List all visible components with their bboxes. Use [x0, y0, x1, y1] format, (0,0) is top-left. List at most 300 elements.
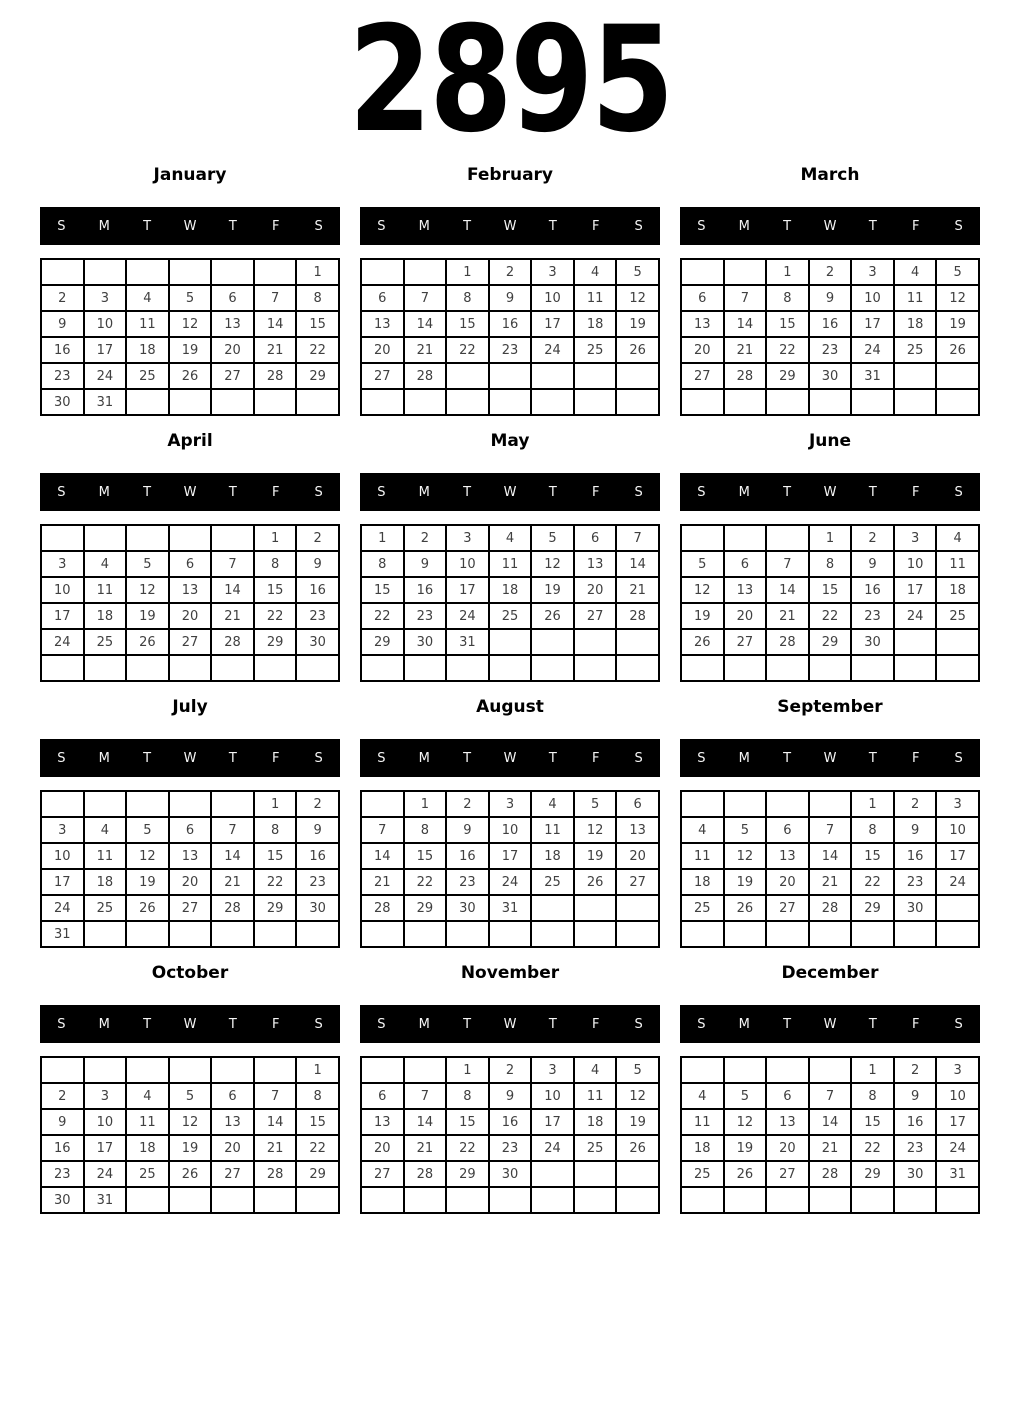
month-title: March	[800, 165, 860, 185]
empty-cell	[84, 655, 127, 681]
week-row	[361, 603, 659, 629]
month-title: September	[777, 697, 883, 717]
date-cell: 20	[616, 843, 659, 869]
date-cell: 13	[211, 1109, 254, 1135]
empty-cell	[936, 655, 979, 681]
date-cell: 24	[851, 337, 894, 363]
date-cell: 31	[851, 363, 894, 389]
month-title: January	[153, 165, 227, 185]
empty-cell	[84, 921, 127, 947]
date-cell: 20	[169, 603, 212, 629]
date-cell: 22	[851, 869, 894, 895]
date-cell: 6	[211, 285, 254, 311]
weekday-header-cell: S	[377, 750, 386, 766]
week-row	[361, 1057, 659, 1083]
date-cell: 12	[616, 1083, 659, 1109]
date-cell: 18	[489, 577, 532, 603]
weekday-header-cell: F	[911, 1016, 920, 1032]
weekday-header-cell: F	[271, 750, 280, 766]
date-cell: 23	[296, 869, 339, 895]
weekday-header-cell: T	[228, 750, 237, 766]
date-cell: 30	[296, 629, 339, 655]
date-cell: 14	[211, 843, 254, 869]
date-grid	[40, 790, 340, 948]
date-cell: 29	[296, 363, 339, 389]
date-cell: 19	[724, 869, 767, 895]
weekday-header-row	[360, 1005, 660, 1043]
date-cell: 28	[254, 1161, 297, 1187]
date-cell: 13	[681, 311, 724, 337]
date-cell: 6	[766, 1083, 809, 1109]
empty-cell	[809, 791, 852, 817]
date-cell: 27	[766, 895, 809, 921]
week-row	[681, 1135, 979, 1161]
month-july	[40, 692, 340, 948]
date-cell: 29	[851, 895, 894, 921]
empty-cell	[681, 921, 724, 947]
empty-cell	[361, 655, 404, 681]
month-november	[360, 958, 660, 1214]
date-cell: 16	[894, 843, 937, 869]
empty-cell	[766, 655, 809, 681]
weekday-header-cell: T	[228, 484, 237, 500]
date-cell: 6	[724, 551, 767, 577]
weekday-header-row	[360, 739, 660, 777]
date-grid	[680, 1056, 980, 1214]
date-cell: 18	[574, 1109, 617, 1135]
date-cell: 24	[41, 629, 84, 655]
date-cell: 9	[296, 551, 339, 577]
empty-cell	[851, 921, 894, 947]
empty-cell	[446, 921, 489, 947]
date-cell: 28	[361, 895, 404, 921]
date-cell: 13	[766, 843, 809, 869]
empty-cell	[894, 363, 937, 389]
empty-cell	[574, 389, 617, 415]
empty-cell	[126, 525, 169, 551]
date-cell: 18	[126, 337, 169, 363]
weekday-header-cell: M	[418, 484, 430, 500]
weekday-header-cell: M	[418, 1016, 430, 1032]
week-row	[681, 389, 979, 415]
date-cell: 22	[254, 603, 297, 629]
empty-cell	[211, 921, 254, 947]
date-cell: 27	[724, 629, 767, 655]
date-cell: 22	[766, 337, 809, 363]
empty-cell	[446, 655, 489, 681]
date-cell: 1	[254, 791, 297, 817]
date-cell: 30	[894, 895, 937, 921]
date-cell: 8	[361, 551, 404, 577]
weekday-header-cell: T	[783, 1016, 792, 1032]
week-row	[681, 603, 979, 629]
date-cell: 10	[894, 551, 937, 577]
date-cell: 14	[254, 311, 297, 337]
weekday-header-cell: S	[57, 484, 66, 500]
date-cell: 23	[446, 869, 489, 895]
weekday-header-row	[680, 473, 980, 511]
empty-cell	[724, 655, 767, 681]
empty-cell	[724, 1187, 767, 1213]
date-cell: 21	[724, 337, 767, 363]
date-cell: 29	[404, 895, 447, 921]
date-cell: 1	[296, 259, 339, 285]
date-cell: 27	[361, 1161, 404, 1187]
date-cell: 20	[724, 603, 767, 629]
date-cell: 2	[41, 285, 84, 311]
empty-cell	[446, 389, 489, 415]
weekday-header-row	[40, 739, 340, 777]
weekday-header-row	[40, 1005, 340, 1043]
date-cell: 30	[41, 389, 84, 415]
weekday-header-cell: M	[98, 750, 110, 766]
empty-cell	[894, 921, 937, 947]
date-cell: 11	[681, 1109, 724, 1135]
weekday-header-cell: F	[591, 1016, 600, 1032]
empty-cell	[809, 1057, 852, 1083]
week-row	[681, 551, 979, 577]
date-cell: 14	[404, 311, 447, 337]
weekday-header-cell: W	[823, 750, 837, 766]
date-cell: 1	[254, 525, 297, 551]
date-cell: 30	[489, 1161, 532, 1187]
month-may	[360, 426, 660, 682]
empty-cell	[361, 1187, 404, 1213]
date-cell: 25	[936, 603, 979, 629]
week-row	[681, 337, 979, 363]
date-cell: 2	[489, 1057, 532, 1083]
weekday-header-cell: S	[57, 218, 66, 234]
date-cell: 10	[936, 1083, 979, 1109]
week-row	[681, 1083, 979, 1109]
empty-cell	[936, 363, 979, 389]
weekday-header-cell: W	[503, 750, 517, 766]
date-cell: 19	[531, 577, 574, 603]
date-cell: 7	[361, 817, 404, 843]
week-row	[361, 1161, 659, 1187]
date-cell: 4	[681, 1083, 724, 1109]
date-grid	[680, 524, 980, 682]
date-cell: 28	[404, 363, 447, 389]
empty-cell	[531, 655, 574, 681]
week-row	[361, 1187, 659, 1213]
date-cell: 7	[254, 1083, 297, 1109]
weekday-header-cell: T	[548, 750, 557, 766]
date-cell: 28	[809, 1161, 852, 1187]
date-cell: 5	[531, 525, 574, 551]
empty-cell	[681, 1187, 724, 1213]
empty-cell	[169, 1057, 212, 1083]
week-row	[361, 363, 659, 389]
empty-cell	[126, 791, 169, 817]
weekday-header-cell: W	[503, 218, 517, 234]
date-cell: 9	[41, 311, 84, 337]
empty-cell	[851, 1187, 894, 1213]
date-cell: 22	[446, 1135, 489, 1161]
weekday-header-cell: T	[548, 1016, 557, 1032]
date-cell: 22	[446, 337, 489, 363]
week-row	[681, 577, 979, 603]
month-title: November	[460, 963, 560, 983]
date-cell: 9	[489, 285, 532, 311]
weekday-header-cell: S	[57, 750, 66, 766]
date-cell: 25	[574, 337, 617, 363]
weekday-header-cell: S	[634, 1016, 643, 1032]
empty-cell	[211, 259, 254, 285]
empty-cell	[126, 389, 169, 415]
weekday-header-cell: S	[377, 218, 386, 234]
date-cell: 25	[489, 603, 532, 629]
week-row	[361, 843, 659, 869]
date-cell: 6	[766, 817, 809, 843]
date-cell: 24	[936, 1135, 979, 1161]
date-cell: 20	[681, 337, 724, 363]
date-cell: 16	[489, 311, 532, 337]
date-cell: 18	[574, 311, 617, 337]
empty-cell	[681, 259, 724, 285]
date-cell: 8	[446, 1083, 489, 1109]
empty-cell	[574, 1161, 617, 1187]
date-cell: 8	[809, 551, 852, 577]
empty-cell	[809, 389, 852, 415]
empty-cell	[296, 921, 339, 947]
empty-cell	[724, 921, 767, 947]
date-grid	[680, 790, 980, 948]
empty-cell	[531, 389, 574, 415]
date-cell: 12	[169, 1109, 212, 1135]
date-cell: 16	[851, 577, 894, 603]
empty-cell	[851, 389, 894, 415]
weekday-header-cell: T	[228, 1016, 237, 1032]
weekday-header-cell: S	[954, 750, 963, 766]
week-row	[361, 259, 659, 285]
date-cell: 10	[531, 285, 574, 311]
date-cell: 30	[851, 629, 894, 655]
date-cell: 25	[531, 869, 574, 895]
date-cell: 26	[531, 603, 574, 629]
date-cell: 10	[531, 1083, 574, 1109]
week-row	[361, 1083, 659, 1109]
date-cell: 17	[936, 1109, 979, 1135]
empty-cell	[936, 389, 979, 415]
date-cell: 14	[404, 1109, 447, 1135]
date-cell: 14	[809, 843, 852, 869]
date-cell: 19	[126, 869, 169, 895]
date-cell: 13	[766, 1109, 809, 1135]
week-row	[361, 1109, 659, 1135]
weekday-header-cell: F	[591, 750, 600, 766]
empty-cell	[574, 363, 617, 389]
empty-cell	[254, 259, 297, 285]
empty-cell	[254, 921, 297, 947]
weekday-header-cell: T	[143, 218, 152, 234]
empty-cell	[361, 791, 404, 817]
empty-cell	[84, 525, 127, 551]
date-cell: 19	[936, 311, 979, 337]
empty-cell	[616, 921, 659, 947]
date-cell: 6	[574, 525, 617, 551]
date-cell: 24	[531, 337, 574, 363]
week-row	[681, 791, 979, 817]
weekday-header-cell: S	[57, 1016, 66, 1032]
month-title: February	[466, 165, 554, 185]
date-cell: 2	[894, 1057, 937, 1083]
weekday-header-cell: T	[463, 484, 472, 500]
weekday-header-cell: M	[738, 484, 750, 500]
month-title: June	[808, 431, 852, 451]
date-cell: 26	[724, 1161, 767, 1187]
date-cell: 1	[296, 1057, 339, 1083]
weekday-header-cell: T	[868, 484, 877, 500]
date-cell: 23	[894, 1135, 937, 1161]
date-cell: 23	[404, 603, 447, 629]
date-cell: 13	[724, 577, 767, 603]
empty-cell	[41, 259, 84, 285]
date-cell: 31	[41, 921, 84, 947]
empty-cell	[296, 1187, 339, 1213]
week-row	[41, 791, 339, 817]
month-title: August	[476, 697, 544, 717]
date-cell: 22	[404, 869, 447, 895]
weekday-header-cell: F	[911, 484, 920, 500]
date-cell: 24	[41, 895, 84, 921]
date-cell: 4	[574, 1057, 617, 1083]
date-cell: 4	[894, 259, 937, 285]
week-row	[361, 551, 659, 577]
date-cell: 8	[254, 817, 297, 843]
date-cell: 4	[681, 817, 724, 843]
date-cell: 19	[169, 1135, 212, 1161]
date-cell: 27	[211, 1161, 254, 1187]
empty-cell	[361, 1057, 404, 1083]
empty-cell	[574, 629, 617, 655]
empty-cell	[126, 1187, 169, 1213]
date-cell: 29	[809, 629, 852, 655]
date-cell: 20	[361, 1135, 404, 1161]
date-cell: 5	[616, 1057, 659, 1083]
date-cell: 13	[361, 1109, 404, 1135]
date-cell: 28	[766, 629, 809, 655]
weekday-header-cell: T	[548, 484, 557, 500]
date-cell: 17	[936, 843, 979, 869]
date-cell: 14	[211, 577, 254, 603]
weekday-header-cell: T	[463, 750, 472, 766]
date-cell: 18	[126, 1135, 169, 1161]
date-cell: 26	[681, 629, 724, 655]
date-cell: 30	[404, 629, 447, 655]
date-cell: 4	[126, 285, 169, 311]
date-cell: 26	[169, 363, 212, 389]
weekday-header-cell: F	[591, 484, 600, 500]
empty-cell	[254, 655, 297, 681]
weekday-header-cell: W	[183, 484, 197, 500]
date-cell: 16	[894, 1109, 937, 1135]
date-cell: 19	[616, 1109, 659, 1135]
empty-cell	[574, 921, 617, 947]
date-cell: 25	[574, 1135, 617, 1161]
date-cell: 31	[84, 389, 127, 415]
date-cell: 24	[84, 1161, 127, 1187]
weekday-header-cell: S	[954, 484, 963, 500]
week-row	[681, 525, 979, 551]
date-cell: 20	[169, 869, 212, 895]
weekday-header-cell: F	[271, 1016, 280, 1032]
week-row	[681, 895, 979, 921]
date-cell: 17	[489, 843, 532, 869]
date-cell: 14	[254, 1109, 297, 1135]
week-row	[681, 843, 979, 869]
date-cell: 5	[169, 1083, 212, 1109]
weekday-header-cell: F	[911, 750, 920, 766]
date-cell: 12	[574, 817, 617, 843]
date-cell: 18	[681, 1135, 724, 1161]
week-row	[41, 1109, 339, 1135]
empty-cell	[766, 389, 809, 415]
date-cell: 1	[361, 525, 404, 551]
date-cell: 2	[894, 791, 937, 817]
weekday-header-cell: T	[463, 218, 472, 234]
date-cell: 13	[616, 817, 659, 843]
date-cell: 29	[254, 629, 297, 655]
date-cell: 27	[211, 363, 254, 389]
date-cell: 7	[211, 817, 254, 843]
weekday-header-cell: T	[228, 218, 237, 234]
date-cell: 3	[936, 1057, 979, 1083]
date-cell: 15	[361, 577, 404, 603]
week-row	[681, 1161, 979, 1187]
date-cell: 14	[361, 843, 404, 869]
date-cell: 15	[446, 311, 489, 337]
week-row	[681, 1057, 979, 1083]
date-cell: 26	[574, 869, 617, 895]
date-cell: 9	[41, 1109, 84, 1135]
date-grid	[40, 1056, 340, 1214]
empty-cell	[724, 1057, 767, 1083]
date-cell: 11	[489, 551, 532, 577]
date-cell: 31	[84, 1187, 127, 1213]
date-cell: 2	[446, 791, 489, 817]
date-cell: 17	[84, 1135, 127, 1161]
week-row	[41, 1083, 339, 1109]
date-cell: 11	[574, 285, 617, 311]
date-cell: 21	[361, 869, 404, 895]
empty-cell	[936, 895, 979, 921]
date-cell: 27	[361, 363, 404, 389]
date-cell: 11	[894, 285, 937, 311]
year-title	[0, 0, 1020, 165]
date-cell: 15	[296, 311, 339, 337]
date-cell: 16	[404, 577, 447, 603]
empty-cell	[531, 921, 574, 947]
date-cell: 28	[254, 363, 297, 389]
date-cell: 29	[766, 363, 809, 389]
date-cell: 12	[936, 285, 979, 311]
date-cell: 11	[531, 817, 574, 843]
empty-cell	[809, 1187, 852, 1213]
weekday-header-cell: M	[418, 218, 430, 234]
week-row	[681, 817, 979, 843]
date-cell: 27	[169, 629, 212, 655]
date-cell: 1	[446, 259, 489, 285]
weekday-header-cell: S	[314, 1016, 323, 1032]
weekday-header-cell: S	[634, 484, 643, 500]
month-title: December	[781, 963, 879, 983]
empty-cell	[169, 389, 212, 415]
date-cell: 19	[126, 603, 169, 629]
date-cell: 8	[851, 817, 894, 843]
date-cell: 11	[681, 843, 724, 869]
date-cell: 10	[41, 577, 84, 603]
